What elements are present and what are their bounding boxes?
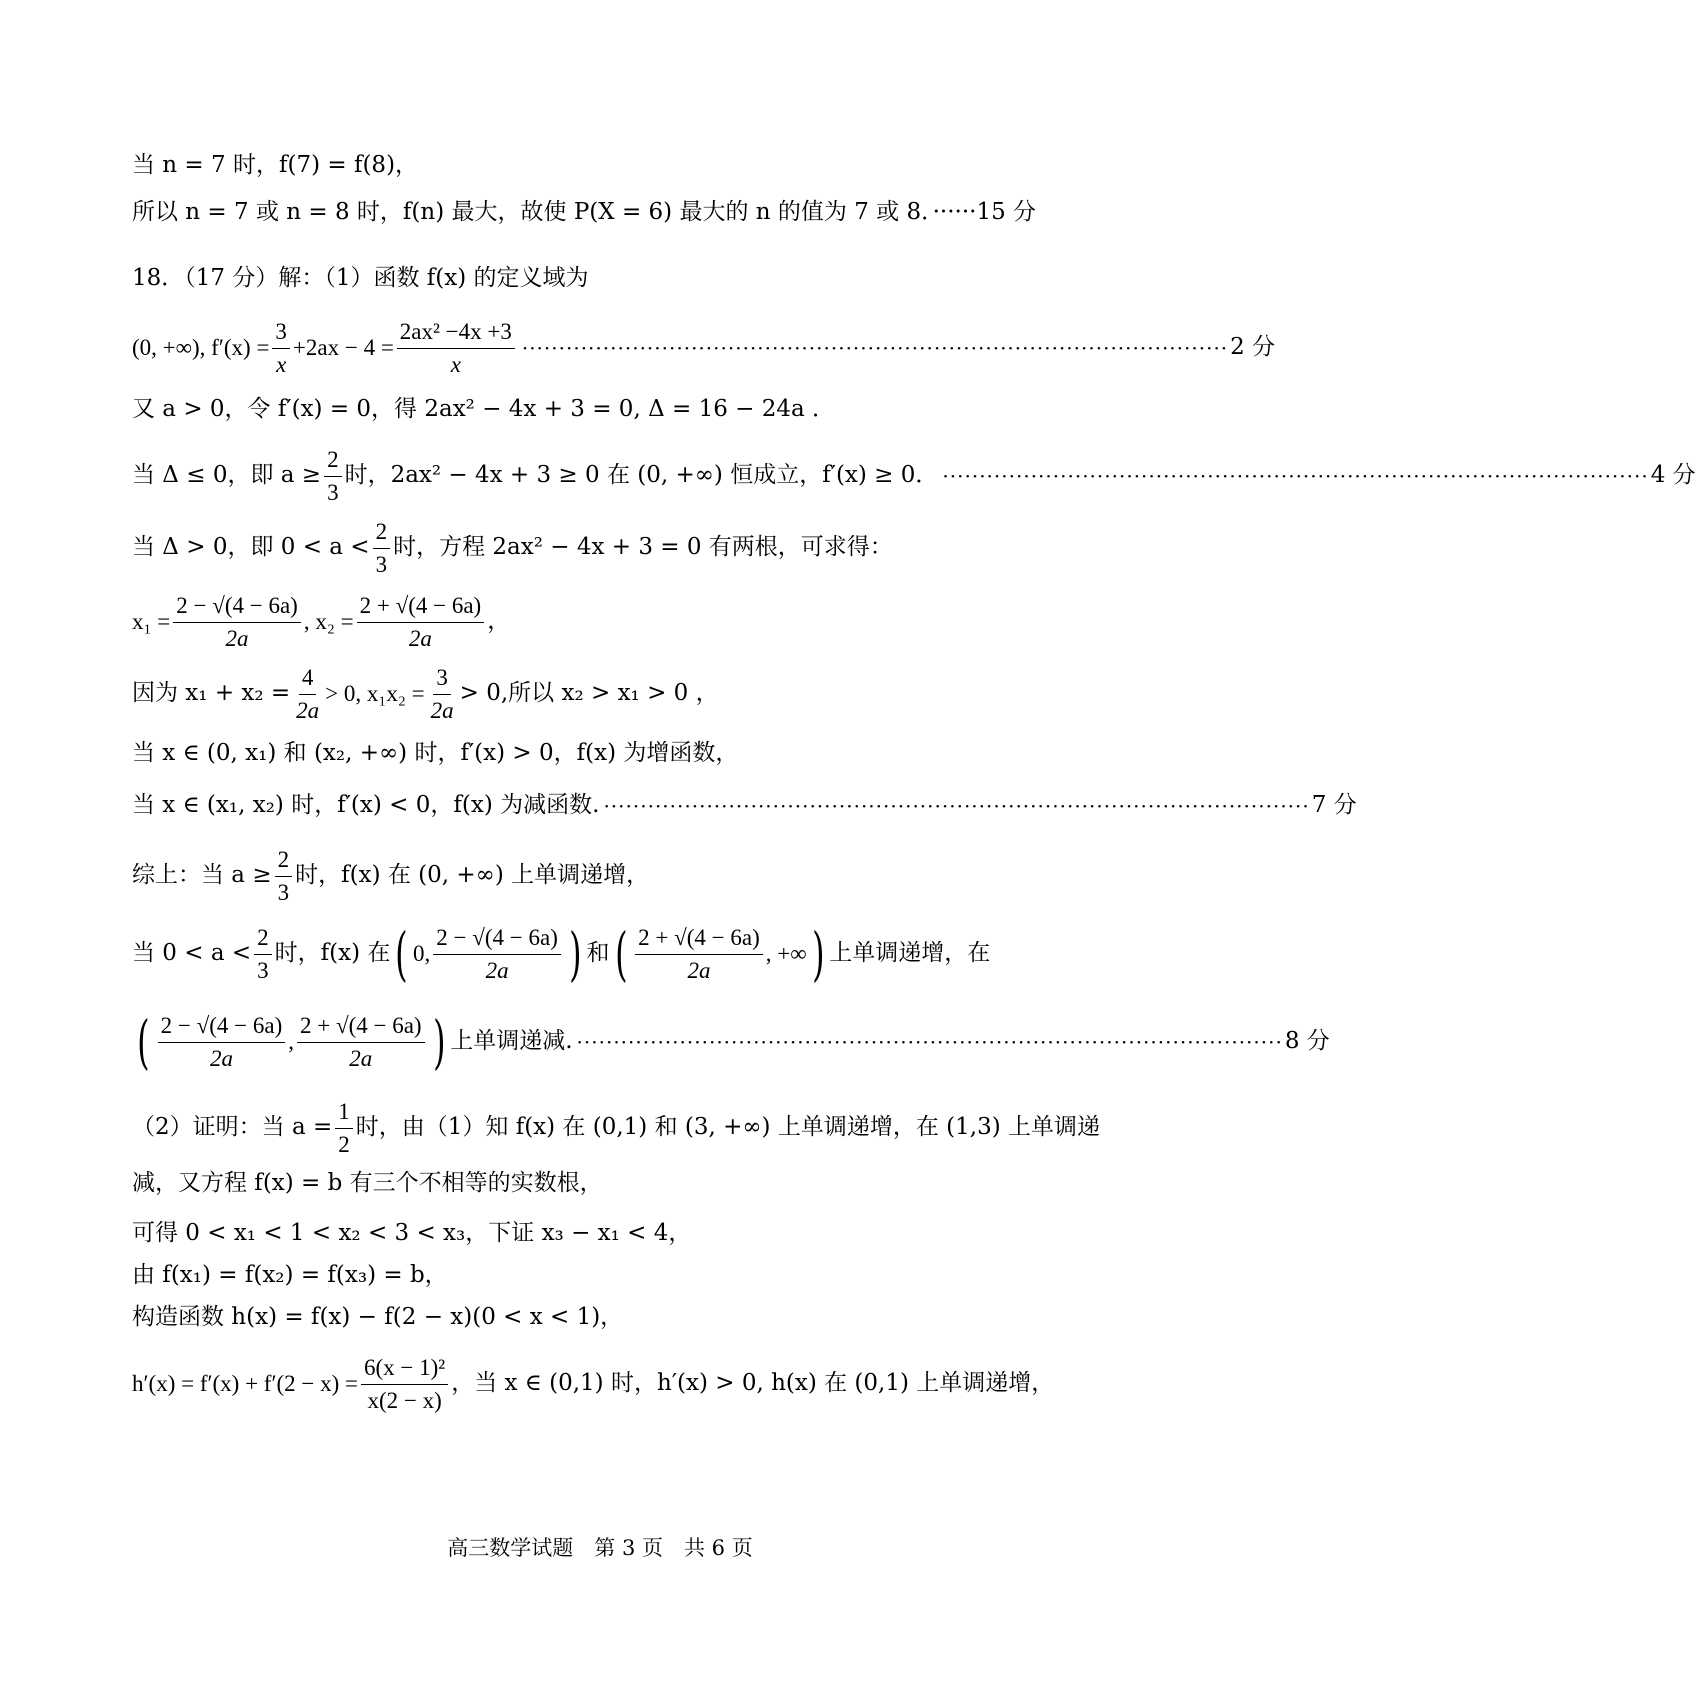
line-text: 当 x ∈ (0, x₁) 和 (x₂, +∞) 时，f′(x) > 0，f(x) 为增函数， <box>132 740 739 766</box>
formula-prefix: x₁ = <box>132 609 171 635</box>
right-paren: ) <box>568 920 582 989</box>
denominator: x(2 − x) <box>367 1387 442 1413</box>
formula-prefix: 因为 x₁ + x₂ = <box>132 680 291 707</box>
numerator: 1 <box>335 1098 353 1129</box>
formula-suffix: > 0,所以 x₂ > x₁ > 0 ， <box>459 680 719 707</box>
separator: , <box>288 1029 294 1055</box>
numerator: 2 <box>373 518 391 549</box>
left-paren: ( <box>614 920 628 989</box>
score-label: 2 分 <box>1230 334 1276 361</box>
denominator: 3 <box>257 957 269 983</box>
denominator: 3 <box>327 479 339 505</box>
fraction <box>373 518 391 578</box>
formula-suffix: 时，f(x) 在 (0, +∞) 上单调递增， <box>295 862 650 889</box>
denominator: x <box>450 351 461 377</box>
text-line-5 <box>132 396 1070 424</box>
score-label: 7 分 <box>1311 792 1357 818</box>
text-line-2 <box>132 199 1070 227</box>
denominator: 2a <box>485 957 509 983</box>
fraction <box>433 924 561 984</box>
formula-suffix: ， <box>487 608 511 635</box>
denominator: 2a <box>349 1045 373 1071</box>
formula-suffix: 时，方程 2ax² − 4x + 3 = 0 有两根，可求得： <box>393 534 893 561</box>
fraction <box>272 318 290 378</box>
formula-suffix: 上单调递减. <box>450 1028 573 1055</box>
formula-prefix: 综上：当 a ≥ <box>132 862 272 889</box>
denominator: 3 <box>375 551 388 577</box>
h-derivative-line <box>132 1354 1070 1414</box>
line-text: 减，又方程 f(x) = b 有三个不相等的实数根， <box>132 1170 603 1196</box>
formula-prefix: （2）证明：当 a = <box>132 1114 333 1141</box>
formula-suffix: 时，2ax² − 4x + 3 ≥ 0 在 (0, +∞) 恒成立，f′(x) ≥ 0． <box>344 462 939 489</box>
denominator: 3 <box>277 879 290 905</box>
right-paren: ) <box>432 1008 446 1077</box>
numerator: 2 <box>254 924 272 955</box>
formula-middle: +2ax − 4 = <box>292 335 394 361</box>
numerator: 2 + √(4 − 6a) <box>297 1012 425 1043</box>
denominator: x <box>276 351 287 377</box>
fraction <box>324 446 342 506</box>
formula-middle: > 0, x₁x₂ = <box>325 681 425 707</box>
fraction <box>361 1354 448 1414</box>
fraction <box>173 592 301 652</box>
numerator: 2 − √(4 − 6a) <box>433 924 561 955</box>
fraction <box>275 846 293 906</box>
text-line-17 <box>132 1220 1070 1248</box>
derivative-line <box>132 318 1276 378</box>
fraction <box>357 592 485 652</box>
numerator: 2 <box>275 846 293 877</box>
formula-middle: , x₂ = <box>303 609 354 635</box>
text-line-18 <box>132 1262 1070 1290</box>
interval-start: 0, <box>413 941 431 967</box>
question-18-heading <box>132 265 1070 293</box>
case-delta-gt-0 <box>132 518 1070 578</box>
denominator: 2a <box>296 697 320 723</box>
denominator: 2a <box>225 625 249 651</box>
denominator: 2a <box>408 625 432 651</box>
leader-dots: ································································································ <box>521 336 1229 361</box>
text-line-10 <box>132 740 1070 768</box>
fraction <box>297 1012 425 1072</box>
score-label: 8 分 <box>1284 1028 1330 1055</box>
numerator: 3 <box>433 664 451 695</box>
numerator: 2 + √(4 − 6a) <box>357 592 485 623</box>
fraction <box>293 664 322 724</box>
formula-prefix: 当 Δ ≤ 0，即 a ≥ <box>132 462 322 489</box>
line-text: 当 n = 7 时，f(7) = f(8)， <box>132 152 419 178</box>
numerator: 2 − √(4 − 6a) <box>158 1012 286 1043</box>
line-text: 构造函数 h(x) = f(x) − f(2 − x)(0 < x < 1)， <box>132 1304 624 1330</box>
interval-end: , +∞ <box>765 941 807 967</box>
text-line-1 <box>132 152 1070 180</box>
formula-suffix: 上单调递增，在 <box>829 940 991 967</box>
part-2-line <box>132 1098 1100 1158</box>
page-footer: 高三数学试题 第 3 页 共 6 页 <box>447 1536 753 1560</box>
fraction <box>254 924 272 984</box>
left-paren: ( <box>395 920 408 989</box>
fraction <box>428 664 457 724</box>
formula-middle: 时，f(x) 在 <box>274 940 391 967</box>
numerator: 2 + √(4 − 6a) <box>635 924 763 955</box>
numerator: 4 <box>299 664 317 695</box>
leader-dots: ································································································ <box>576 1030 1283 1055</box>
numerator: 2 − √(4 − 6a) <box>173 592 301 623</box>
line-text: 所以 n = 7 或 n = 8 时，f(n) 最大，故使 P(X = 6) 最大的 n 的值为 7 或 8．······15 分 <box>132 199 1037 225</box>
summary-line <box>132 846 1070 906</box>
denominator: 2a <box>209 1045 233 1071</box>
formula-prefix: 当 x ∈ (x₁, x₂) 时，f′(x) < 0，f(x) 为减函数. <box>132 792 600 818</box>
denominator: 2a <box>430 697 454 723</box>
line-text: 又 a > 0，令 f′(x) = 0，得 2ax² − 4x + 3 = 0, Δ = 16 − 24a ． <box>132 396 836 422</box>
leader-dots: ································································································ <box>603 793 1310 818</box>
line-text: 由 f(x₁) = f(x₂) = f(x₃) = b， <box>132 1262 448 1288</box>
fraction <box>158 1012 286 1072</box>
fraction <box>397 318 515 378</box>
formula-prefix: h′(x) = f′(x) + f′(2 − x) = <box>132 1371 359 1397</box>
score-label: 4 分 <box>1650 462 1696 489</box>
leader-dots: ································································································ <box>942 464 1649 489</box>
numerator: 2ax² −4x +3 <box>397 318 515 349</box>
vieta-line <box>132 664 1070 724</box>
numerator: 3 <box>272 318 290 349</box>
right-paren: ) <box>811 920 825 989</box>
roots-line <box>132 592 1070 652</box>
formula-prefix: 当 Δ > 0，即 0 < a < <box>132 534 370 561</box>
fraction <box>635 924 763 984</box>
line-text: 18．（17 分）解：（1）函数 f(x) 的定义域为 <box>132 265 589 291</box>
fraction <box>335 1098 353 1158</box>
interval-line-1 <box>132 920 1070 989</box>
text-line-19 <box>132 1304 1070 1332</box>
interval-line-2 <box>132 1008 1330 1077</box>
numerator: 2 <box>324 446 342 477</box>
formula-prefix: 当 0 < a < <box>132 940 252 967</box>
line-text: 可得 0 < x₁ < 1 < x₂ < 3 < x₃，下证 x₃ − x₁ < 4， <box>132 1220 692 1246</box>
formula-suffix: ，当 x ∈ (0,1) 时，h′(x) > 0, h(x) 在 (0,1) 上单调递增， <box>451 1370 1055 1397</box>
numerator: 6(x − 1)² <box>361 1354 448 1385</box>
conjunction: 和 <box>586 940 610 967</box>
formula-prefix: (0, +∞), f′(x) = <box>132 335 270 361</box>
decreasing-line <box>132 792 1357 820</box>
text-line-16 <box>132 1170 1070 1198</box>
denominator: 2a <box>687 957 711 983</box>
denominator: 2 <box>338 1131 350 1157</box>
formula-suffix: 时，由（1）知 f(x) 在 (0,1) 和 (3, +∞) 上单调递增，在 (1,3) 上单调递 <box>355 1114 1100 1141</box>
case-delta-le-0 <box>132 446 1696 506</box>
left-paren: ( <box>137 1008 150 1077</box>
